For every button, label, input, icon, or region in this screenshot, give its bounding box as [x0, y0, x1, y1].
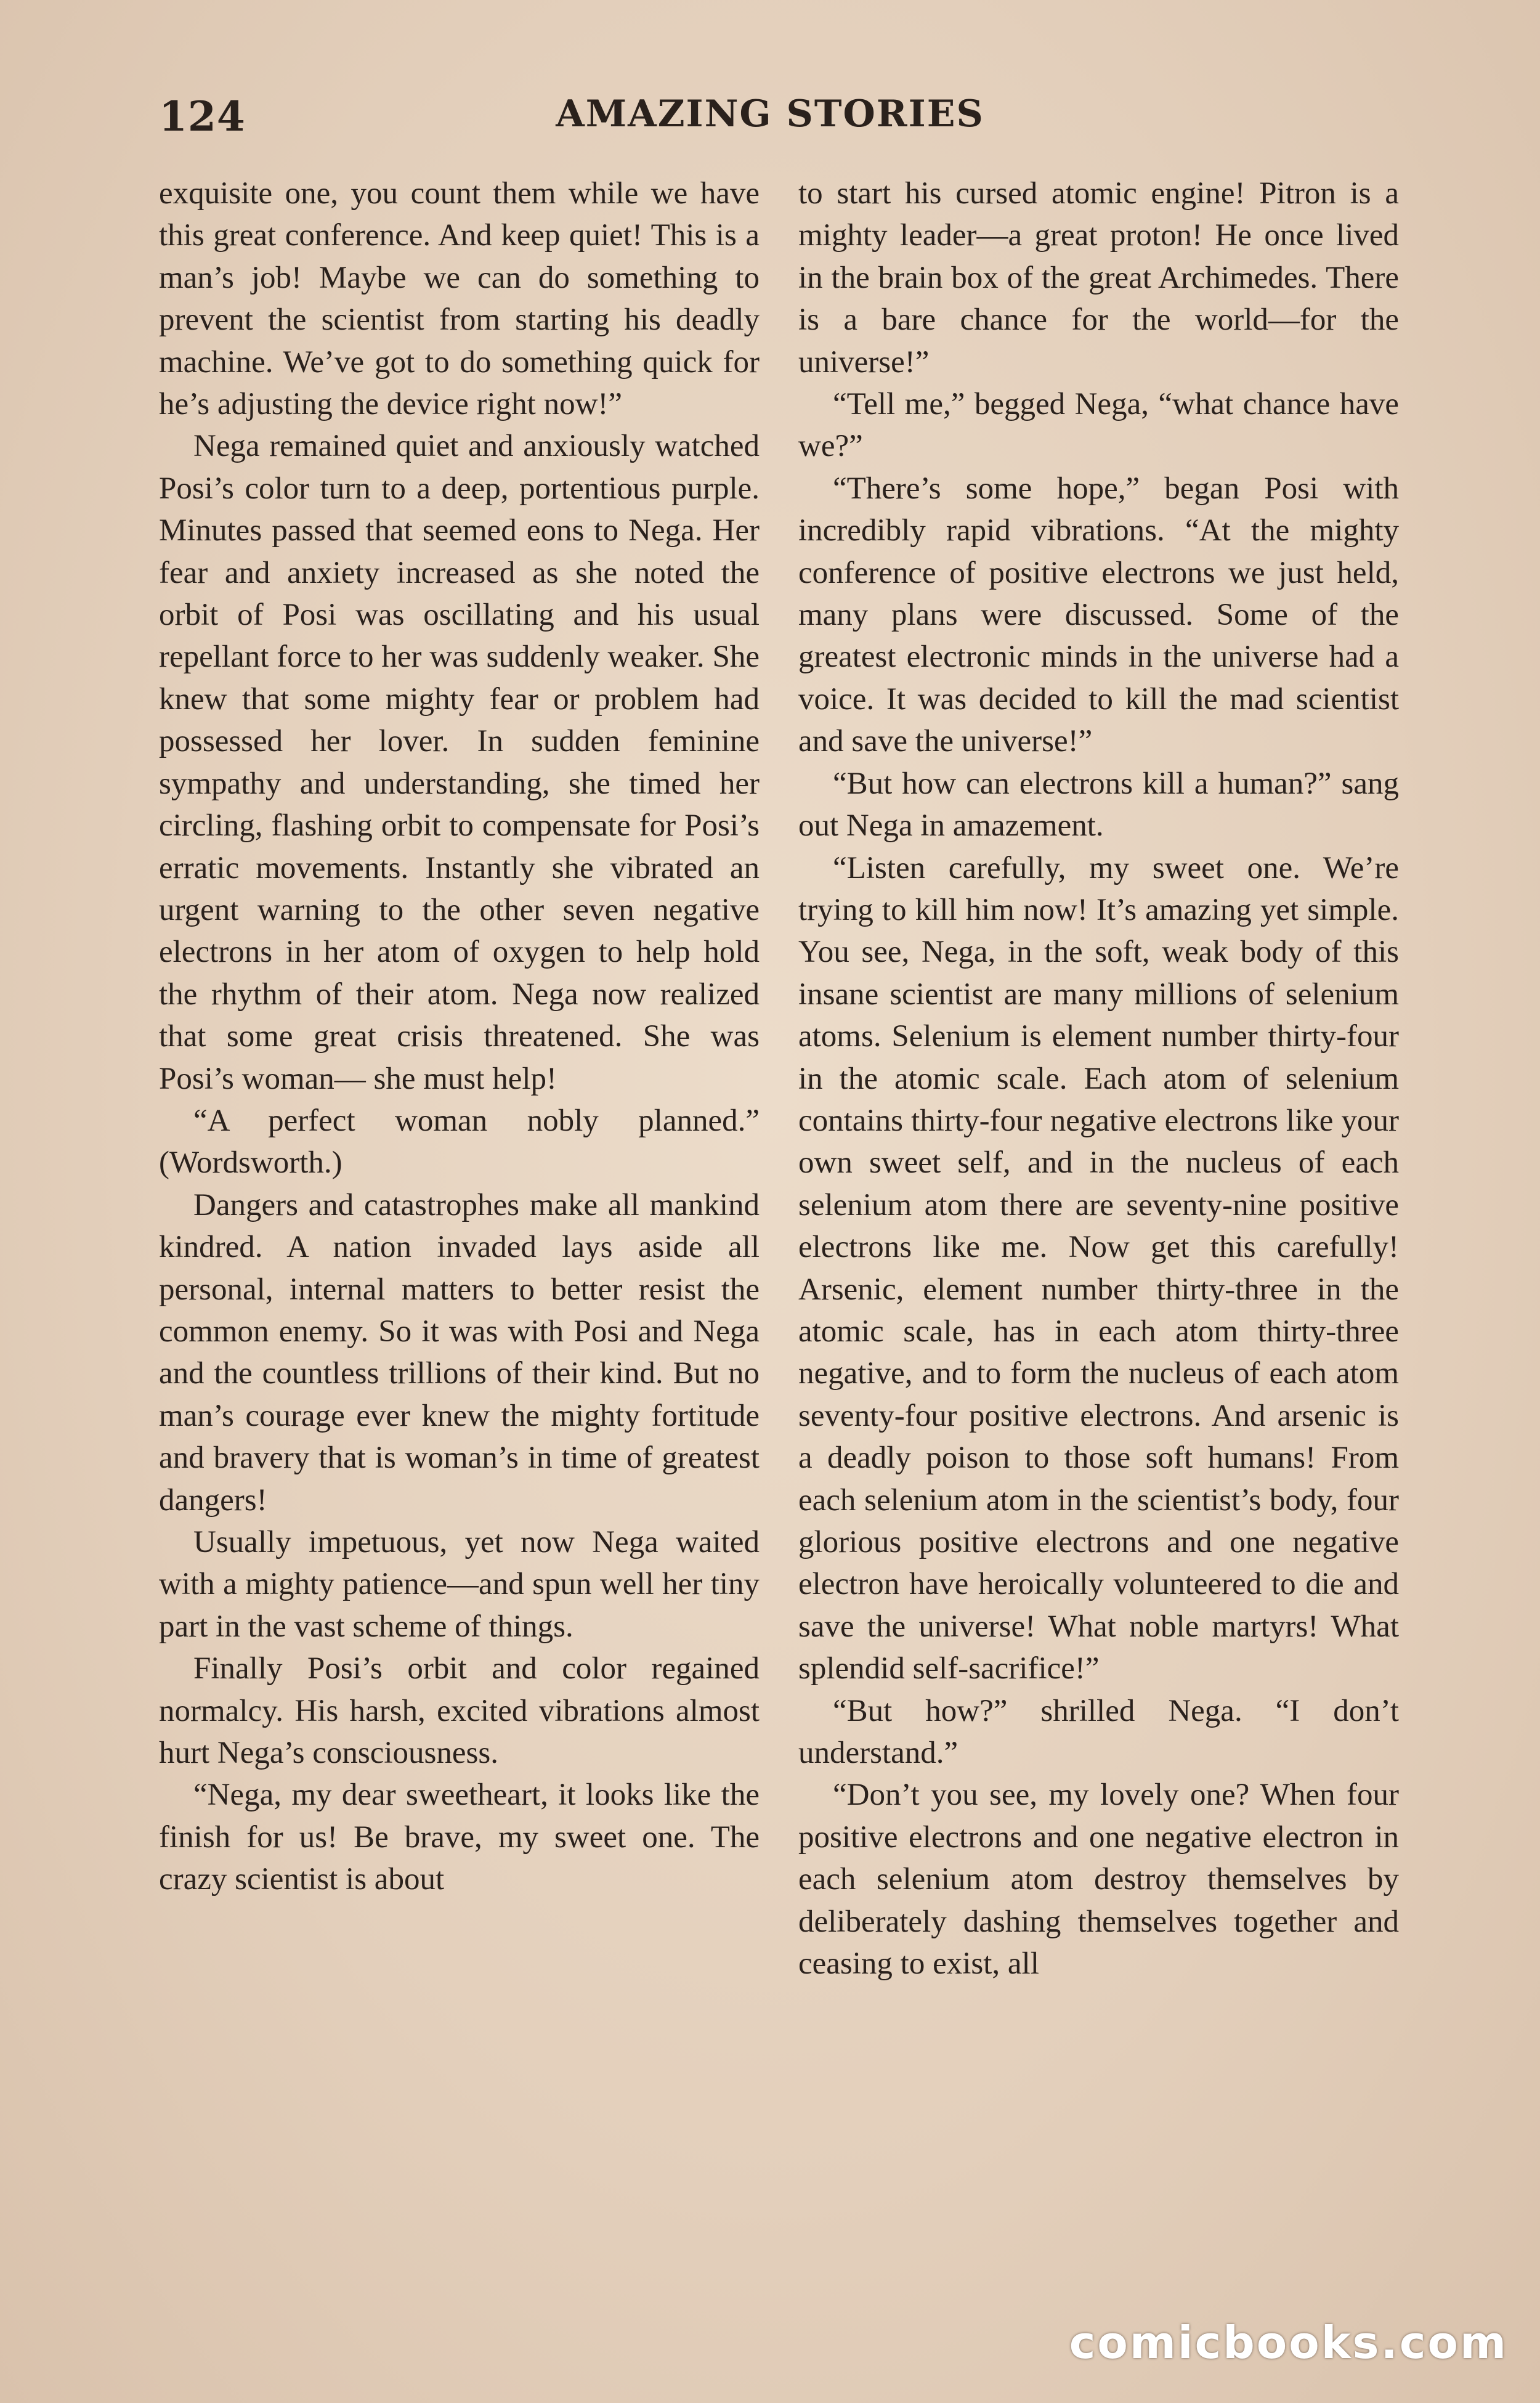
paragraph: Finally Posi’s orbit and color regained normalcy. His harsh, excited vibrations almost hurt Nega’s consciousness.: [159, 1651, 760, 1771]
page-number: 124: [159, 92, 246, 140]
paragraph: “But how can electrons kill a human?” sang out Nega in amazement.: [798, 766, 1399, 844]
paragraph: “Don’t you see, my lovely one? When four positive electrons and one negative electron in each selenium atom destroy themselves by deliberately dashing themselves together and ceasing to exist, all: [798, 1778, 1399, 1982]
paragraph: Usually impetuous, yet now Nega waited with a mighty patience—and spun well her tiny part in the vast scheme of things.: [159, 1525, 760, 1644]
paragraph: “A perfect woman nobly planned.” (Wordsworth.): [159, 1103, 760, 1181]
paragraph: “Nega, my dear sweetheart, it looks like the finish for us! Be brave, my sweet one. The crazy scientist is about: [159, 1778, 760, 1897]
paragraph: “Listen carefully, my sweet one. We’re trying to kill him now! It’s amazing yet simple. You see, Nega, in the soft, weak body of this insane scientist are many millions of selenium atoms. Selenium is element number thirty-four in the atomic scale. Each atom of selenium contains thirty-four negative electrons like your own sweet self, and in the nucleus of each selenium atom there are seventy-nine positive electrons like me. Now get this carefully! Arsenic, element number thirty-three in the atomic scale, has in each atom thirty-three negative, and to form the nucleus of each atom seventy-four positive electrons. And arsenic is a deadly poison to those soft humans! From each selenium atom in the scientist’s body, four glorious positive electrons and one negative electron have heroically volunteered to die and save the universe! What noble martyrs! What splendid self-sacrifice!”: [798, 850, 1399, 1686]
paragraph: Dangers and catastrophes make all mankind kindred. A nation invaded lays aside all personal, internal matters to better resist the common enemy. So it was with Posi and Nega and the countless trillions of their kind. But no man’s courage ever knew the mighty fortitude and bravery that is woman’s in time of greatest dangers!: [159, 1187, 760, 1518]
paragraph: “But how?” shrilled Nega. “I don’t understand.”: [798, 1693, 1399, 1771]
running-head: AMAZING STORIES: [556, 92, 984, 136]
paragraph: to start his cursed atomic engine! Pitron is a mighty leader—a great proton! He once lived in the brain box of the great Archimedes. There is a bare chance for the world—for the universe!”: [798, 176, 1399, 380]
paragraph: “There’s some hope,” began Posi with incredibly rapid vibrations. “At the mighty conference of positive electrons we just held, many plans were discussed. Some of the greatest electronic minds in the universe had a voice. It was decided to kill the mad scientist and save the universe!”: [798, 471, 1399, 759]
left-column: [159, 173, 760, 1901]
paragraph: exquisite one, you count them while we have this great conference. And keep quiet! This is a man’s job! Maybe we can do something to prevent the scientist from starting his deadly machine. We’ve got to do something quick for he’s adjusting the device right now!”: [159, 176, 760, 422]
paragraph: Nega remained quiet and anxiously watched Posi’s color turn to a deep, portentious purple. Minutes passed that seemed eons to Nega. Her fear and anxiety increased as she noted the orbit of Posi was oscillating and his usual repellant force to her was suddenly weaker. She knew that some mighty fear or problem had possessed her lover. In sudden feminine sympathy and understanding, she timed her circling, flashing orbit to compensate for Posi’s erratic movements. Instantly she vibrated an urgent warning to the other seven negative electrons in her atom of oxygen to help hold the rhythm of their atom. Nega now realized that some great crisis threatened. She was Posi’s woman— she must help!: [159, 429, 760, 1096]
watermark: comicbooks.com: [1069, 2317, 1508, 2368]
paragraph: “Tell me,” begged Nega, “what chance have we?”: [798, 387, 1399, 464]
right-column: [798, 173, 1399, 1985]
